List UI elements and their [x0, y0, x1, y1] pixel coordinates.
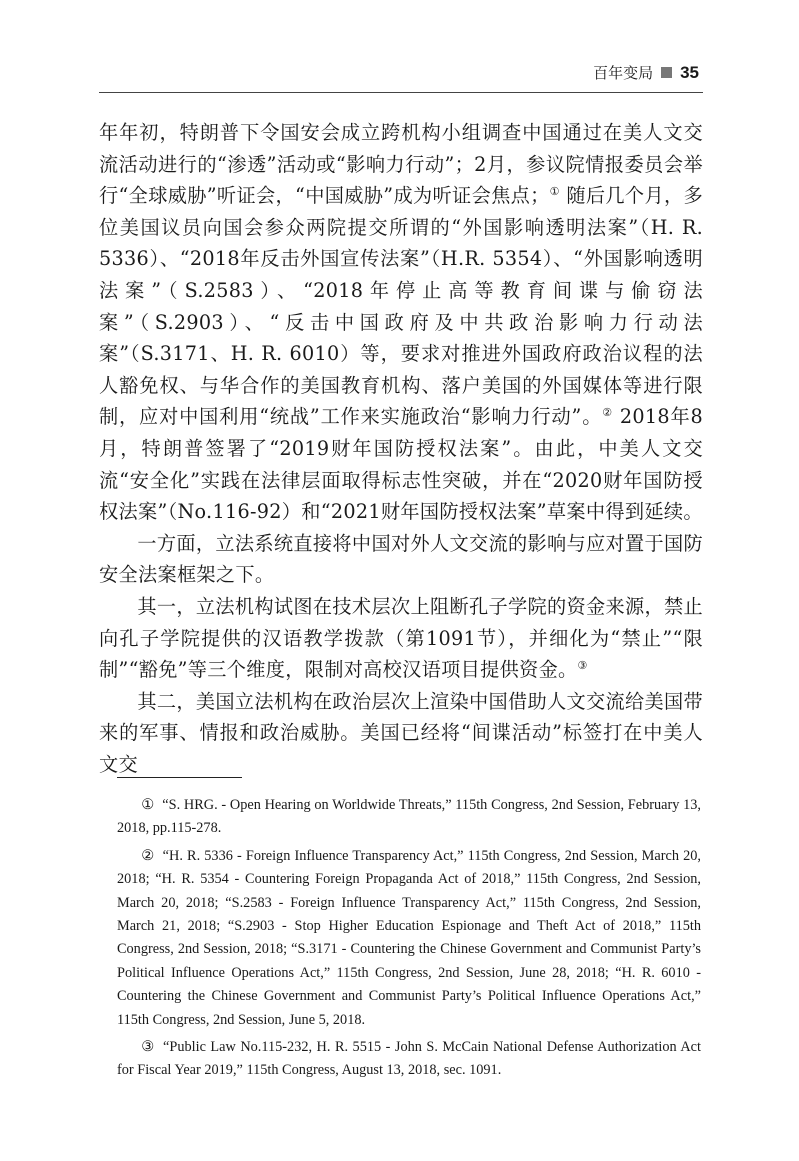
footnote-3 — [117, 1036, 701, 1083]
footnote-ref-3[interactable]: ③ — [577, 659, 588, 673]
paragraph-3: 其一，立法机构试图在技术层次上阻断孔子学院的资金来源，禁止向孔子学院提供的汉语教学拨款（第1091节），并细化为“禁止”“限制”“豁免”等三个维度，限制对高校汉语项目提供资金。③ — [99, 594, 703, 682]
page-number: 35 — [680, 62, 699, 82]
paragraph-4: 其二，美国立法机构在政治层次上渲染中国借助人文交流给美国带来的军事、情报和政治威胁。美国已经将“间谍活动”标签打在中美人文交 — [99, 689, 703, 776]
footnotes — [117, 794, 701, 1087]
footnote-ref-1[interactable]: ① — [549, 185, 560, 199]
footnote-1 — [117, 794, 701, 841]
footnote-mark: ① — [141, 797, 155, 813]
book-title: 百年变局 — [593, 64, 654, 82]
footnote-2 — [117, 845, 701, 1032]
square-separator-icon — [661, 67, 672, 78]
footnote-text: “Public Law No.115-232, H. R. 5515 - John S. McCain National Defense Authorization Act for Fiscal Year 2019,” 115th Congress, August 13, 2018, sec. 1091. — [117, 1039, 701, 1079]
footnote-mark: ② — [141, 847, 155, 864]
paragraph-1: 年年初，特朗普下令国安会成立跨机构小组调查中国通过在美人文交流活动进行的“渗透”活动或“影响力行动”；2月，参议院情报委员会举行“全球威胁”听证会，“中国威胁”成为听证会焦点；① 随后几个月，多位美国议员向国会参众两院提交所谓的“外国影响透明法案”（H. R. 5336）、“2018年反击外国宣传法案”（H.R. 5354）、“外国影响透明法案”（S.2583）、“2018年停止高等教育间谍与偷窃法案”（S.2903）、“反击中国政府及中共政治影响力行动法案”（S.3171、H. R. 6010）等，要求对推进外国政府政治议程的法人豁免权、与华合作的美国教育机构、落户美国的外国媒体等进行限制，应对中国利用“统战”工作来实施政治“影响力行动”。② 2018年8月，特朗普签署了“2019财年国防授权法案”。由此，中美人文交流“安全化”实践在法律层面取得标志性突破，并在“2020财年国防授权法案”（No.116-92）和“2021财年国防授权法案”草案中得到延续。 — [99, 121, 703, 524]
footnote-mark: ③ — [141, 1039, 156, 1056]
running-header — [593, 62, 699, 83]
header-rule — [99, 92, 703, 93]
footnote-ref-2[interactable]: ② — [602, 406, 613, 420]
paragraph-2: 一方面，立法系统直接将中国对外人文交流的影响与应对置于国防安全法案框架之下。 — [99, 531, 703, 587]
footnote-rule — [117, 777, 242, 778]
body-text — [99, 117, 703, 780]
footnote-text: “S. HRG. - Open Hearing on Worldwide Threats,” 115th Congress, 2nd Session, February 13, 2018, pp.115-278. — [117, 797, 701, 837]
footnote-text: “H. R. 5336 - Foreign Influence Transparency Act,” 115th Congress, 2nd Session, March 20, 2018; “H. R. 5354 - Countering Foreign Propaganda Act of 2018,” 115th Congress, 2nd Session, March 20, 2018; “S.2583 - Foreign Influence Transparency Act,” 115th Congress, 2nd Session, March 21, 2018; “S.2903 - Stop Higher Education Espionage and Theft Act of 2018,” 115th Congress, 2nd Session, 2018; “S.3171 - Countering the Chinese Government and Communist Party’s Political Influence Operations Act,” 115th Congress, 2nd Session, June 28, 2018; “H. R. 6010 - Countering the Chinese Government and Communist Party’s Political Influence Operations Act,” 115th Congress, 2nd Session, June 5, 2018. — [117, 847, 701, 1028]
